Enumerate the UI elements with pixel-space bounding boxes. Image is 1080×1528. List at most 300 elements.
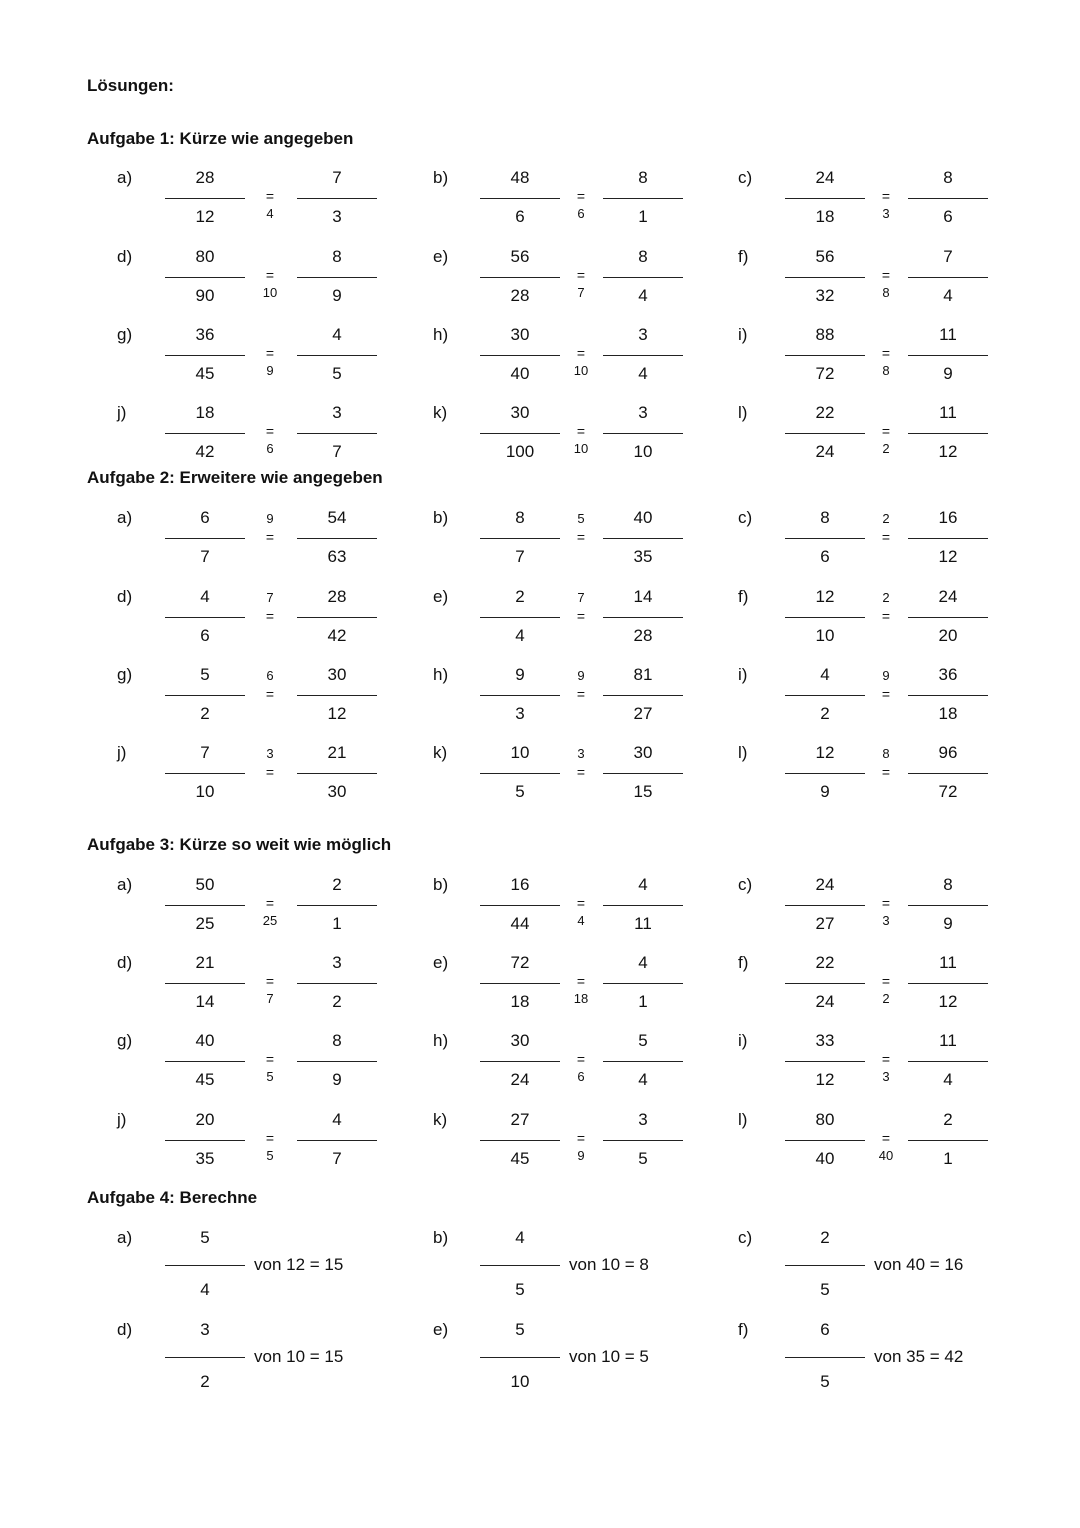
numerator: 22 bbox=[815, 953, 835, 972]
fraction-bar bbox=[480, 905, 560, 906]
denominator: 40 bbox=[815, 1149, 835, 1168]
factor: 25 bbox=[262, 913, 278, 928]
item-label: b) bbox=[433, 1228, 449, 1247]
fraction-bar bbox=[165, 538, 245, 539]
result-denominator: 27 bbox=[633, 704, 653, 723]
numerator: 6 bbox=[820, 1320, 830, 1339]
equals-sign: = bbox=[576, 267, 586, 283]
result-denominator: 1 bbox=[638, 207, 648, 226]
numerator: 9 bbox=[515, 665, 525, 684]
equals-sign: = bbox=[265, 529, 275, 545]
fraction-bar bbox=[297, 983, 377, 984]
fraction-bar bbox=[908, 773, 988, 774]
fraction-bar bbox=[603, 277, 683, 278]
result-denominator: 2 bbox=[332, 992, 342, 1011]
equals-sign: = bbox=[576, 423, 586, 439]
denominator: 10 bbox=[195, 782, 215, 801]
factor: 10 bbox=[573, 441, 589, 456]
item-label: h) bbox=[433, 1031, 449, 1050]
denominator: 24 bbox=[510, 1070, 530, 1089]
result-numerator: 11 bbox=[939, 953, 957, 972]
fraction-bar bbox=[480, 198, 560, 199]
result-numerator: 81 bbox=[633, 665, 653, 684]
factor: 4 bbox=[266, 206, 274, 221]
denominator: 5 bbox=[515, 1280, 525, 1299]
factor: 8 bbox=[882, 363, 890, 378]
fraction-bar bbox=[297, 198, 377, 199]
result-numerator: 8 bbox=[943, 168, 953, 187]
fraction-bar bbox=[297, 1061, 377, 1062]
result-numerator: 7 bbox=[943, 247, 953, 266]
fraction-bar bbox=[297, 355, 377, 356]
numerator: 56 bbox=[510, 247, 530, 266]
fraction-bar bbox=[785, 617, 865, 618]
equals-sign: = bbox=[576, 188, 586, 204]
numerator: 4 bbox=[515, 1228, 525, 1247]
item-label: f) bbox=[738, 1320, 749, 1339]
item-label: j) bbox=[117, 403, 127, 422]
denominator: 24 bbox=[815, 442, 835, 461]
result-denominator: 10 bbox=[633, 442, 653, 461]
item-label: b) bbox=[433, 875, 449, 894]
equals-sign: = bbox=[265, 1051, 275, 1067]
item-label: d) bbox=[117, 953, 133, 972]
equals-sign: = bbox=[881, 345, 891, 361]
fraction-bar bbox=[908, 277, 988, 278]
result-denominator: 1 bbox=[332, 914, 342, 933]
factor: 2 bbox=[882, 590, 890, 605]
item-label: c) bbox=[738, 508, 753, 527]
equals-sign: = bbox=[265, 267, 275, 283]
numerator: 80 bbox=[815, 1110, 835, 1129]
task3-heading: Aufgabe 3: Kürze so weit wie möglich bbox=[87, 835, 392, 854]
denominator: 28 bbox=[510, 286, 530, 305]
item-label: d) bbox=[117, 587, 133, 606]
denominator: 2 bbox=[820, 704, 830, 723]
equals-sign: = bbox=[881, 529, 891, 545]
item-label: l) bbox=[738, 743, 748, 762]
factor: 40 bbox=[878, 1148, 894, 1163]
factor: 2 bbox=[882, 441, 890, 456]
fraction-bar bbox=[165, 1357, 245, 1358]
result-denominator: 7 bbox=[332, 1149, 342, 1168]
item-label: d) bbox=[117, 247, 133, 266]
denominator: 10 bbox=[510, 1372, 530, 1391]
equals-sign: = bbox=[265, 895, 275, 911]
item-label: e) bbox=[433, 1320, 449, 1339]
numerator: 48 bbox=[510, 168, 530, 187]
factor: 5 bbox=[266, 1148, 274, 1163]
factor: 5 bbox=[266, 1069, 274, 1084]
fraction-bar bbox=[908, 617, 988, 618]
numerator: 7 bbox=[200, 743, 210, 762]
equals-sign: = bbox=[265, 764, 275, 780]
fraction-bar bbox=[908, 538, 988, 539]
factor: 3 bbox=[266, 746, 274, 761]
equals-sign: = bbox=[881, 267, 891, 283]
fraction-bar bbox=[480, 1357, 560, 1358]
denominator: 25 bbox=[195, 914, 215, 933]
fraction-bar bbox=[165, 905, 245, 906]
result-denominator: 4 bbox=[638, 1070, 648, 1089]
numerator: 20 bbox=[195, 1110, 215, 1129]
numerator: 28 bbox=[195, 168, 215, 187]
item-label: b) bbox=[433, 508, 449, 527]
numerator: 2 bbox=[820, 1228, 830, 1247]
result-denominator: 15 bbox=[633, 782, 653, 801]
result-denominator: 5 bbox=[638, 1149, 648, 1168]
denominator: 3 bbox=[515, 704, 525, 723]
fraction-bar bbox=[908, 355, 988, 356]
equals-sign: = bbox=[265, 423, 275, 439]
numerator: 24 bbox=[815, 875, 835, 894]
numerator: 4 bbox=[820, 665, 830, 684]
fraction-bar bbox=[603, 538, 683, 539]
item-label: i) bbox=[738, 665, 748, 684]
denominator: 90 bbox=[195, 286, 215, 305]
equals-sign: = bbox=[881, 1130, 891, 1146]
result-numerator: 30 bbox=[633, 743, 653, 762]
fraction-bar bbox=[908, 1140, 988, 1141]
item-label: f) bbox=[738, 587, 749, 606]
denominator: 32 bbox=[815, 286, 835, 305]
factor: 7 bbox=[577, 285, 585, 300]
numerator: 4 bbox=[200, 587, 210, 606]
factor: 6 bbox=[577, 1069, 585, 1084]
result-denominator: 12 bbox=[938, 992, 958, 1011]
equals-sign: = bbox=[265, 345, 275, 361]
result-numerator: 3 bbox=[332, 953, 342, 972]
numerator: 5 bbox=[515, 1320, 525, 1339]
equals-sign: = bbox=[576, 973, 586, 989]
factor: 2 bbox=[882, 511, 890, 526]
factor: 9 bbox=[577, 1148, 585, 1163]
fraction-bar bbox=[603, 1140, 683, 1141]
equals-sign: = bbox=[881, 764, 891, 780]
result-numerator: 5 bbox=[638, 1031, 648, 1050]
result-numerator: 8 bbox=[943, 875, 953, 894]
fraction-bar bbox=[165, 1265, 245, 1266]
fraction-bar bbox=[785, 1265, 865, 1266]
item-label: f) bbox=[738, 247, 749, 266]
numerator: 22 bbox=[815, 403, 835, 422]
equals-sign: = bbox=[265, 1130, 275, 1146]
denominator: 7 bbox=[200, 547, 210, 566]
equals-sign: = bbox=[881, 188, 891, 204]
factor: 4 bbox=[577, 913, 585, 928]
fraction-bar bbox=[785, 905, 865, 906]
denominator: 5 bbox=[820, 1280, 830, 1299]
task1-heading: Aufgabe 1: Kürze wie angegeben bbox=[87, 129, 354, 148]
result-numerator: 3 bbox=[332, 403, 342, 422]
task2-heading: Aufgabe 2: Erweitere wie angegeben bbox=[87, 468, 383, 487]
fraction-bar bbox=[785, 538, 865, 539]
item-label: k) bbox=[433, 743, 448, 762]
fraction-bar bbox=[785, 1061, 865, 1062]
fraction-bar bbox=[603, 695, 683, 696]
fraction-bar bbox=[165, 1140, 245, 1141]
denominator: 6 bbox=[820, 547, 830, 566]
denominator: 12 bbox=[195, 207, 215, 226]
result-numerator: 11 bbox=[939, 325, 957, 344]
fraction-bar bbox=[908, 1061, 988, 1062]
factor: 10 bbox=[262, 285, 278, 300]
denominator: 100 bbox=[505, 442, 535, 461]
result-numerator: 54 bbox=[327, 508, 347, 527]
fraction-bar bbox=[908, 433, 988, 434]
fraction-bar bbox=[297, 277, 377, 278]
equals-sign: = bbox=[576, 608, 586, 624]
result-numerator: 2 bbox=[943, 1110, 953, 1129]
denominator: 4 bbox=[515, 626, 525, 645]
fraction-bar bbox=[603, 355, 683, 356]
item-label: g) bbox=[117, 665, 133, 684]
result-denominator: 72 bbox=[938, 782, 958, 801]
numerator: 30 bbox=[510, 325, 530, 344]
denominator: 24 bbox=[815, 992, 835, 1011]
fraction-bar bbox=[603, 983, 683, 984]
item-label: a) bbox=[117, 875, 133, 894]
item-label: e) bbox=[433, 247, 449, 266]
fraction-bar bbox=[908, 905, 988, 906]
item-label: a) bbox=[117, 1228, 133, 1247]
item-label: c) bbox=[738, 168, 753, 187]
equals-sign: = bbox=[576, 345, 586, 361]
result-numerator: 8 bbox=[638, 168, 648, 187]
factor: 3 bbox=[882, 913, 890, 928]
fraction-bar bbox=[785, 773, 865, 774]
result-numerator: 8 bbox=[332, 247, 342, 266]
item-label: g) bbox=[117, 325, 133, 344]
numerator: 40 bbox=[195, 1031, 215, 1050]
factor: 7 bbox=[577, 590, 585, 605]
fraction-bar bbox=[908, 198, 988, 199]
item-label: d) bbox=[117, 1320, 133, 1339]
fraction-bar bbox=[785, 198, 865, 199]
result-denominator: 30 bbox=[327, 782, 347, 801]
item-label: h) bbox=[433, 665, 449, 684]
denominator: 7 bbox=[515, 547, 525, 566]
item-label: l) bbox=[738, 1110, 748, 1129]
fraction-bar bbox=[480, 983, 560, 984]
result-denominator: 1 bbox=[638, 992, 648, 1011]
equals-sign: = bbox=[881, 895, 891, 911]
fraction-bar bbox=[297, 617, 377, 618]
result-numerator: 14 bbox=[633, 587, 653, 606]
result-numerator: 21 bbox=[327, 743, 347, 762]
factor: 7 bbox=[266, 590, 274, 605]
result-denominator: 63 bbox=[327, 547, 347, 566]
numerator: 2 bbox=[515, 587, 525, 606]
fraction-bar bbox=[480, 1140, 560, 1141]
calculation-text: von 35 = 42 bbox=[874, 1347, 964, 1366]
result-denominator: 20 bbox=[938, 626, 958, 645]
denominator: 42 bbox=[195, 442, 215, 461]
result-numerator: 16 bbox=[938, 508, 958, 527]
denominator: 35 bbox=[195, 1149, 215, 1168]
equals-sign: = bbox=[881, 1051, 891, 1067]
fraction-bar bbox=[480, 1265, 560, 1266]
equals-sign: = bbox=[265, 686, 275, 702]
result-denominator: 12 bbox=[938, 547, 958, 566]
result-denominator: 4 bbox=[943, 1070, 953, 1089]
numerator: 21 bbox=[195, 953, 215, 972]
fraction-bar bbox=[785, 433, 865, 434]
factor: 9 bbox=[577, 668, 585, 683]
result-denominator: 9 bbox=[332, 1070, 342, 1089]
numerator: 5 bbox=[200, 665, 210, 684]
factor: 7 bbox=[266, 991, 274, 1006]
numerator: 18 bbox=[195, 403, 215, 422]
result-numerator: 4 bbox=[332, 1110, 342, 1129]
numerator: 88 bbox=[815, 325, 835, 344]
calculation-text: von 12 = 15 bbox=[254, 1255, 344, 1274]
equals-sign: = bbox=[265, 973, 275, 989]
equals-sign: = bbox=[576, 529, 586, 545]
factor: 10 bbox=[573, 363, 589, 378]
fraction-bar bbox=[297, 773, 377, 774]
factor: 8 bbox=[882, 746, 890, 761]
fraction-bar bbox=[480, 695, 560, 696]
denominator: 5 bbox=[515, 782, 525, 801]
fraction-bar bbox=[480, 277, 560, 278]
fraction-bar bbox=[165, 355, 245, 356]
equals-sign: = bbox=[881, 423, 891, 439]
denominator: 14 bbox=[195, 992, 215, 1011]
factor: 18 bbox=[573, 991, 589, 1006]
fraction-bar bbox=[785, 355, 865, 356]
factor: 6 bbox=[577, 206, 585, 221]
factor: 6 bbox=[266, 668, 274, 683]
task4-heading: Aufgabe 4: Berechne bbox=[87, 1188, 258, 1207]
fraction-bar bbox=[165, 983, 245, 984]
equals-sign: = bbox=[576, 764, 586, 780]
equals-sign: = bbox=[576, 686, 586, 702]
item-label: l) bbox=[738, 403, 748, 422]
numerator: 10 bbox=[510, 743, 530, 762]
item-label: j) bbox=[117, 1110, 127, 1129]
denominator: 45 bbox=[510, 1149, 530, 1168]
result-denominator: 11 bbox=[634, 914, 652, 933]
fraction-bar bbox=[785, 695, 865, 696]
fraction-bar bbox=[603, 617, 683, 618]
result-numerator: 4 bbox=[638, 875, 648, 894]
numerator: 24 bbox=[815, 168, 835, 187]
result-denominator: 6 bbox=[943, 207, 953, 226]
numerator: 72 bbox=[510, 953, 530, 972]
item-label: a) bbox=[117, 168, 133, 187]
numerator: 56 bbox=[815, 247, 835, 266]
fraction-bar bbox=[480, 538, 560, 539]
denominator: 45 bbox=[195, 364, 215, 383]
factor: 3 bbox=[577, 746, 585, 761]
result-numerator: 4 bbox=[638, 953, 648, 972]
fraction-bar bbox=[908, 695, 988, 696]
item-label: g) bbox=[117, 1031, 133, 1050]
fraction-bar bbox=[785, 983, 865, 984]
result-denominator: 12 bbox=[938, 442, 958, 461]
calculation-text: von 10 = 8 bbox=[569, 1255, 649, 1274]
numerator: 8 bbox=[515, 508, 525, 527]
denominator: 10 bbox=[815, 626, 835, 645]
result-denominator: 3 bbox=[332, 207, 342, 226]
result-numerator: 3 bbox=[638, 403, 648, 422]
result-denominator: 9 bbox=[943, 364, 953, 383]
fraction-bar bbox=[785, 1140, 865, 1141]
item-label: k) bbox=[433, 403, 448, 422]
result-numerator: 4 bbox=[332, 325, 342, 344]
fraction-bar bbox=[908, 983, 988, 984]
result-denominator: 35 bbox=[633, 547, 653, 566]
fraction-bar bbox=[480, 773, 560, 774]
item-label: f) bbox=[738, 953, 749, 972]
denominator: 18 bbox=[815, 207, 835, 226]
item-label: i) bbox=[738, 1031, 748, 1050]
calculation-text: von 10 = 5 bbox=[569, 1347, 649, 1366]
denominator: 18 bbox=[510, 992, 530, 1011]
item-label: h) bbox=[433, 325, 449, 344]
result-denominator: 4 bbox=[943, 286, 953, 305]
numerator: 12 bbox=[815, 743, 835, 762]
result-numerator: 2 bbox=[332, 875, 342, 894]
denominator: 4 bbox=[200, 1280, 210, 1299]
fraction-bar bbox=[297, 538, 377, 539]
result-denominator: 4 bbox=[638, 286, 648, 305]
numerator: 30 bbox=[510, 1031, 530, 1050]
fraction-bar bbox=[165, 198, 245, 199]
denominator: 5 bbox=[820, 1372, 830, 1391]
item-label: c) bbox=[738, 875, 753, 894]
equals-sign: = bbox=[881, 973, 891, 989]
result-numerator: 8 bbox=[638, 247, 648, 266]
fraction-bar bbox=[297, 1140, 377, 1141]
factor: 2 bbox=[882, 991, 890, 1006]
denominator: 40 bbox=[510, 364, 530, 383]
numerator: 36 bbox=[195, 325, 215, 344]
factor: 5 bbox=[577, 511, 585, 526]
result-denominator: 1 bbox=[943, 1149, 953, 1168]
numerator: 30 bbox=[510, 403, 530, 422]
result-numerator: 7 bbox=[332, 168, 342, 187]
factor: 9 bbox=[882, 668, 890, 683]
numerator: 33 bbox=[815, 1031, 835, 1050]
numerator: 6 bbox=[200, 508, 210, 527]
result-denominator: 42 bbox=[327, 626, 347, 645]
fraction-bar bbox=[785, 277, 865, 278]
result-numerator: 96 bbox=[938, 743, 958, 762]
denominator: 27 bbox=[815, 914, 835, 933]
page-title: Lösungen: bbox=[87, 76, 174, 95]
result-denominator: 18 bbox=[938, 704, 958, 723]
calculation-text: von 10 = 15 bbox=[254, 1347, 344, 1366]
item-label: i) bbox=[738, 325, 748, 344]
result-numerator: 36 bbox=[938, 665, 958, 684]
denominator: 9 bbox=[820, 782, 830, 801]
fraction-bar bbox=[785, 1357, 865, 1358]
result-denominator: 9 bbox=[332, 286, 342, 305]
result-numerator: 40 bbox=[633, 508, 653, 527]
item-label: k) bbox=[433, 1110, 448, 1129]
fraction-bar bbox=[165, 1061, 245, 1062]
factor: 6 bbox=[266, 441, 274, 456]
equals-sign: = bbox=[265, 188, 275, 204]
factor: 3 bbox=[882, 1069, 890, 1084]
fraction-bar bbox=[165, 277, 245, 278]
numerator: 5 bbox=[200, 1228, 210, 1247]
calculation-text: von 40 = 16 bbox=[874, 1255, 964, 1274]
factor: 8 bbox=[882, 285, 890, 300]
denominator: 45 bbox=[195, 1070, 215, 1089]
